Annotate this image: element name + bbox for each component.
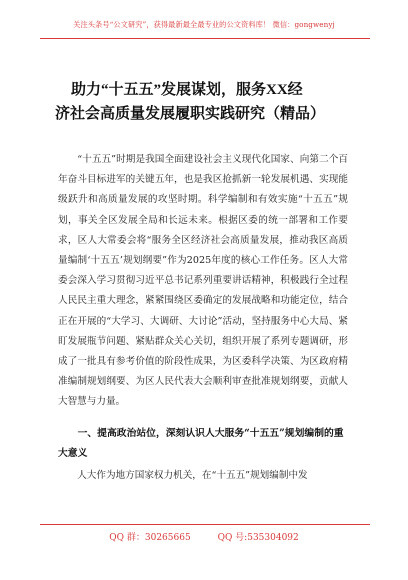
header-banner: 关注头条号“公文研究”，获得最新最全最专业的公文资料库！ 微信：gongwenyj bbox=[73, 20, 335, 29]
document-title bbox=[55, 78, 355, 126]
footer-contact bbox=[0, 530, 408, 543]
title-line-2: 济社会高质量发展履职实践研究（精品） bbox=[55, 106, 326, 122]
footer-qq-group: QQ 群：30265665 bbox=[109, 533, 191, 543]
header-divider bbox=[40, 38, 370, 39]
footer-divider bbox=[40, 524, 370, 525]
section-heading-1: 一、提高政治站位，深刻认识人大服务“十五五”规划编制的重大意义 bbox=[58, 428, 344, 460]
footer-qq-number: QQ 号:535304092 bbox=[217, 533, 299, 543]
title-line-1: 助力“十五五”发展谋划，服务XX经 bbox=[71, 82, 303, 98]
body-paragraph-2: 人大作为地方国家权力机关，在“十五五”规划编制中发 bbox=[77, 470, 308, 481]
body-paragraph-1: “十五五”时期是我国全面建设社会主义现代化国家、向第二个百年奋斗目标进军的关键五年，也是我区抢抓新一轮发展机遇、实现能级跃升和高质量发展的攻坚时期。科学编制和有效实施“十五五”规划，事关全区发展全局和长远未来。根据区委的统一部署和工作要求，区人大常委会将“服务全区经济社会高质量发展，推动我区高质量编制‘十五五’规划纲要”作为2025年度的核心工作任务。区人大常委会深入学习贯彻习近平总书记系列重要讲话精神，积极践行全过程人民民主重大理念，紧紧围绕区委确定的发展战略和功能定位，结合正在开展的“大学习、大调研、大讨论”活动，坚持服务中心大局、紧盯发展瓶节问题、紧贴群众关心关切，组织开展了系列专题调研，形成了一批具有参考价值的阶段性成果，为区委科学决策、为区政府精准编制规划纲要、为区人民代表大会顺利审查批准规划纲要，贡献人大智慧与力量。 bbox=[58, 154, 348, 408]
